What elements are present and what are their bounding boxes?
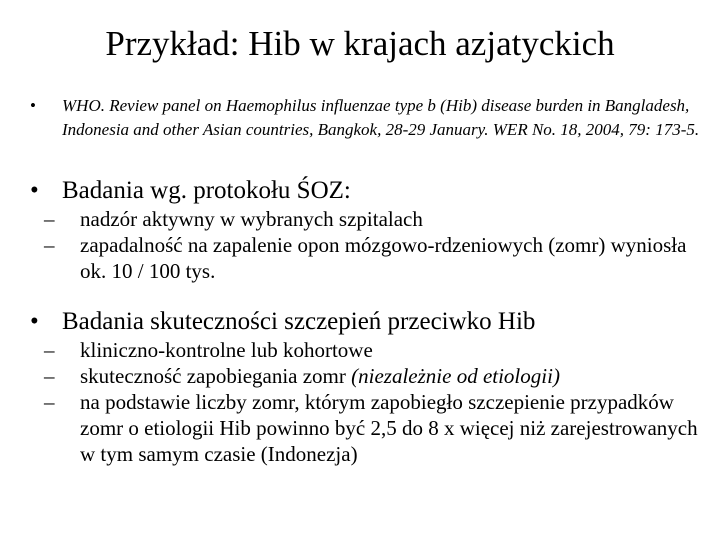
list-item	[30, 337, 700, 363]
section-protocol	[30, 176, 700, 284]
dash-icon: –	[44, 207, 55, 231]
list-item-text: nadzór aktywny w wybranych szpitalach	[80, 207, 423, 231]
list-item	[30, 363, 700, 389]
bullet-icon: •	[30, 96, 36, 115]
list-item	[30, 232, 700, 284]
section-vaccine-efficacy-heading: Badania skuteczności szczepień przeciwko Hib	[62, 308, 536, 335]
reference-text: WHO. Review panel on Haemophilus influenzae type b (Hib) disease burden in Bangladesh, Indonesia and other Asian countries, Bangkok, 28-29 January. WER No. 18, 2004, 79: 173-5.	[62, 96, 700, 139]
dash-icon: –	[44, 338, 55, 362]
list-item-italic-note: (niezależnie od etiologii)	[351, 364, 560, 388]
list-item-text: na podstawie liczby zomr, którym zapobiegło szczepienie przypadków zomr o etiologii Hib powinno być 2,5 do 8 x więcej niż zarejestrowanych w tym samym czasie (Indonezja)	[80, 390, 698, 466]
reference-bullet	[30, 94, 700, 142]
dash-icon: –	[44, 390, 55, 414]
dash-icon: –	[44, 233, 55, 257]
section-vaccine-efficacy	[30, 307, 700, 467]
bullet-icon: •	[30, 308, 39, 335]
section-protocol-list	[30, 206, 700, 284]
bullet-icon: •	[30, 177, 39, 204]
dash-icon: –	[44, 364, 55, 388]
list-item-text: zapadalność na zapalenie opon mózgowo-rdzeniowych (zomr) wyniosła ok. 10 / 100 tys.	[80, 233, 687, 283]
list-item-text: skuteczność zapobiegania zomr	[80, 364, 352, 388]
slide-title: Przykład: Hib w krajach azjatyckich	[105, 24, 615, 63]
section-protocol-heading: Badania wg. protokołu ŚOZ:	[62, 177, 351, 204]
list-item	[30, 206, 700, 232]
section-vaccine-efficacy-list	[30, 337, 700, 467]
list-item	[30, 389, 700, 467]
list-item-text: kliniczno-kontrolne lub kohortowe	[80, 338, 373, 362]
